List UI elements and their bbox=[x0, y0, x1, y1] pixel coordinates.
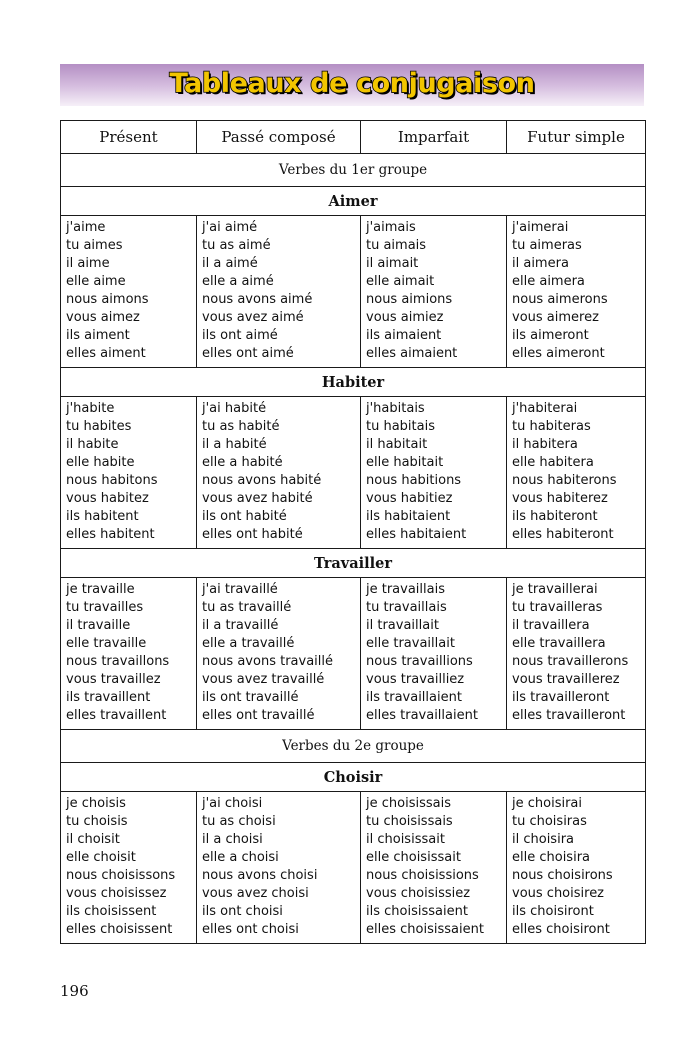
conjugated-form: nous avons choisi bbox=[202, 868, 318, 883]
conjugated-form: ils aimeront bbox=[512, 328, 589, 343]
conjugated-form: vous travailliez bbox=[366, 672, 465, 687]
forms-cell-imparfait bbox=[361, 397, 507, 549]
conjugated-form: nous travaillons bbox=[66, 654, 170, 669]
conjugated-form: elle habite bbox=[66, 455, 135, 470]
conjugated-form: vous choisirez bbox=[512, 886, 605, 901]
conjugated-form: tu habites bbox=[66, 419, 132, 434]
conjugated-form: tu choisis bbox=[66, 814, 128, 829]
verb-row bbox=[61, 763, 646, 792]
conjugated-form: il habitera bbox=[512, 437, 578, 452]
conjugated-form: tu choisissais bbox=[366, 814, 453, 829]
conjugated-form: elles choisissaient bbox=[366, 922, 484, 937]
conjugated-form: vous aimiez bbox=[366, 310, 444, 325]
verb-row bbox=[61, 549, 646, 578]
conjugated-form: il choisira bbox=[512, 832, 575, 847]
header-imparfait: Imparfait bbox=[361, 121, 507, 154]
conjugated-form: j'habite bbox=[66, 401, 115, 416]
header-present: Présent bbox=[61, 121, 197, 154]
conjugated-form: elle a travaillé bbox=[202, 636, 295, 651]
conjugated-form: elle choisira bbox=[512, 850, 590, 865]
conjugated-form: nous travaillions bbox=[366, 654, 473, 669]
forms-row bbox=[61, 578, 646, 730]
conjugated-form: elle choisissait bbox=[366, 850, 461, 865]
forms-cell-futur-simple bbox=[507, 578, 646, 730]
group-label: Verbes du 1er groupe bbox=[61, 154, 646, 187]
conjugated-form: vous choisissez bbox=[66, 886, 167, 901]
forms-cell-present bbox=[61, 578, 197, 730]
conjugated-form: vous habiterez bbox=[512, 491, 608, 506]
conjugated-form: vous avez travaillé bbox=[202, 672, 325, 687]
conjugated-form: j'ai aimé bbox=[202, 220, 258, 235]
conjugated-form: elle habitait bbox=[366, 455, 444, 470]
conjugated-form: ils travaillent bbox=[66, 690, 151, 705]
header-passe-compose: Passé composé bbox=[197, 121, 361, 154]
conjugated-form: elle travaillait bbox=[366, 636, 455, 651]
conjugated-form: il choisit bbox=[66, 832, 120, 847]
conjugated-form: tu aimais bbox=[366, 238, 427, 253]
page-title: Tableaux de conjugaison bbox=[169, 68, 535, 99]
conjugated-form: nous choisissions bbox=[366, 868, 479, 883]
conjugated-form: vous avez choisi bbox=[202, 886, 309, 901]
conjugated-form: il habitait bbox=[366, 437, 428, 452]
group-row bbox=[61, 154, 646, 187]
conjugated-form: je travaillerai bbox=[512, 582, 598, 597]
group-row bbox=[61, 730, 646, 763]
forms-cell-passe-compose bbox=[197, 792, 361, 944]
conjugated-form: elle habitera bbox=[512, 455, 594, 470]
verb-name: Travailler bbox=[61, 549, 646, 578]
conjugated-form: vous travaillez bbox=[66, 672, 161, 687]
conjugated-form: elles travaillent bbox=[66, 708, 167, 723]
conjugated-form: elles aimeront bbox=[512, 346, 605, 361]
conjugated-form: tu habiteras bbox=[512, 419, 591, 434]
conjugated-form: vous aimerez bbox=[512, 310, 599, 325]
forms-row bbox=[61, 792, 646, 944]
conjugated-form: j'habiterai bbox=[512, 401, 578, 416]
conjugated-form: nous aimions bbox=[366, 292, 453, 307]
conjugated-form: j'aimerai bbox=[512, 220, 569, 235]
conjugated-form: elles choisiront bbox=[512, 922, 610, 937]
conjugated-form: vous choisissiez bbox=[366, 886, 471, 901]
conjugation-table bbox=[60, 120, 646, 944]
conjugated-form: ils travaillaient bbox=[366, 690, 462, 705]
verb-name: Habiter bbox=[61, 368, 646, 397]
conjugated-form: ils ont habité bbox=[202, 509, 287, 524]
conjugated-form: nous travaillerons bbox=[512, 654, 629, 669]
conjugated-form: j'habitais bbox=[366, 401, 425, 416]
conjugated-form: elle a choisi bbox=[202, 850, 279, 865]
conjugated-form: j'aimais bbox=[366, 220, 416, 235]
forms-cell-present bbox=[61, 397, 197, 549]
verb-name: Choisir bbox=[61, 763, 646, 792]
conjugated-form: elles travaillaient bbox=[366, 708, 478, 723]
forms-cell-passe-compose bbox=[197, 216, 361, 368]
conjugated-form: j'aime bbox=[66, 220, 106, 235]
conjugated-form: elle a habité bbox=[202, 455, 283, 470]
conjugated-form: tu as habité bbox=[202, 419, 280, 434]
conjugated-form: tu as travaillé bbox=[202, 600, 292, 615]
conjugated-form: tu habitais bbox=[366, 419, 435, 434]
conjugated-form: tu aimeras bbox=[512, 238, 582, 253]
conjugated-form: il travaille bbox=[66, 618, 131, 633]
forms-cell-futur-simple bbox=[507, 397, 646, 549]
conjugated-form: il a aimé bbox=[202, 256, 258, 271]
conjugated-form: elles ont choisi bbox=[202, 922, 299, 937]
conjugated-form: elles aimaient bbox=[366, 346, 458, 361]
forms-cell-imparfait bbox=[361, 792, 507, 944]
conjugated-form: nous avons travaillé bbox=[202, 654, 333, 669]
conjugated-form: je travaillais bbox=[366, 582, 445, 597]
conjugated-form: tu as aimé bbox=[202, 238, 271, 253]
verb-row bbox=[61, 187, 646, 216]
conjugated-form: ils ont choisi bbox=[202, 904, 283, 919]
conjugated-form: ils choisiront bbox=[512, 904, 594, 919]
forms-row bbox=[61, 397, 646, 549]
conjugated-form: tu choisiras bbox=[512, 814, 587, 829]
conjugated-form: ils aimaient bbox=[366, 328, 442, 343]
conjugated-form: ils ont aimé bbox=[202, 328, 278, 343]
conjugated-form: elles habitent bbox=[66, 527, 155, 542]
conjugated-form: il a habité bbox=[202, 437, 267, 452]
conjugated-form: vous travaillerez bbox=[512, 672, 620, 687]
conjugated-form: j'ai habité bbox=[202, 401, 267, 416]
conjugated-form: nous aimons bbox=[66, 292, 149, 307]
header-row bbox=[61, 121, 646, 154]
forms-cell-futur-simple bbox=[507, 792, 646, 944]
title-banner bbox=[60, 64, 644, 106]
conjugated-form: il habite bbox=[66, 437, 119, 452]
verb-row bbox=[61, 368, 646, 397]
conjugated-form: il aimera bbox=[512, 256, 569, 271]
conjugated-form: il travaillera bbox=[512, 618, 590, 633]
group-label: Verbes du 2e groupe bbox=[61, 730, 646, 763]
conjugated-form: elles aiment bbox=[66, 346, 146, 361]
conjugated-form: elles habitaient bbox=[366, 527, 467, 542]
conjugated-form: elle aimait bbox=[366, 274, 435, 289]
conjugated-form: tu aimes bbox=[66, 238, 123, 253]
conjugated-form: elles habiteront bbox=[512, 527, 614, 542]
conjugated-form: tu travaillais bbox=[366, 600, 447, 615]
forms-cell-present bbox=[61, 792, 197, 944]
conjugated-form: elle a aimé bbox=[202, 274, 274, 289]
conjugated-form: nous choisirons bbox=[512, 868, 613, 883]
conjugated-form: je choisirai bbox=[512, 796, 583, 811]
conjugated-form: je choisis bbox=[66, 796, 126, 811]
conjugated-form: vous avez aimé bbox=[202, 310, 304, 325]
conjugated-form: il a travaillé bbox=[202, 618, 279, 633]
conjugated-form: nous habiterons bbox=[512, 473, 617, 488]
conjugated-form: nous habitons bbox=[66, 473, 158, 488]
conjugated-form: vous avez habité bbox=[202, 491, 313, 506]
forms-cell-imparfait bbox=[361, 578, 507, 730]
conjugated-form: ils travailleront bbox=[512, 690, 610, 705]
conjugated-form: elle travaillera bbox=[512, 636, 606, 651]
conjugated-form: elles travailleront bbox=[512, 708, 626, 723]
forms-cell-futur-simple bbox=[507, 216, 646, 368]
page-number: 196 bbox=[60, 982, 89, 1000]
verb-name: Aimer bbox=[61, 187, 646, 216]
forms-cell-present bbox=[61, 216, 197, 368]
conjugated-form: il travaillait bbox=[366, 618, 439, 633]
conjugated-form: il choisissait bbox=[366, 832, 445, 847]
conjugated-form: je choisissais bbox=[366, 796, 451, 811]
conjugated-form: tu travailles bbox=[66, 600, 144, 615]
conjugated-form: vous aimez bbox=[66, 310, 140, 325]
forms-row bbox=[61, 216, 646, 368]
forms-cell-passe-compose bbox=[197, 578, 361, 730]
conjugated-form: il a choisi bbox=[202, 832, 263, 847]
conjugated-form: vous habitiez bbox=[366, 491, 453, 506]
conjugated-form: elles ont habité bbox=[202, 527, 303, 542]
conjugated-form: elle choisit bbox=[66, 850, 136, 865]
conjugated-form: elle aimera bbox=[512, 274, 585, 289]
conjugated-form: elle aime bbox=[66, 274, 126, 289]
conjugated-form: nous choisissons bbox=[66, 868, 176, 883]
conjugated-form: ils ont travaillé bbox=[202, 690, 299, 705]
conjugated-form: tu as choisi bbox=[202, 814, 276, 829]
conjugation-table-body bbox=[61, 121, 646, 944]
conjugated-form: j'ai choisi bbox=[202, 796, 263, 811]
conjugated-form: ils habiteront bbox=[512, 509, 598, 524]
conjugated-form: nous habitions bbox=[366, 473, 462, 488]
forms-cell-imparfait bbox=[361, 216, 507, 368]
conjugated-form: j'ai travaillé bbox=[202, 582, 278, 597]
conjugated-form: il aimait bbox=[366, 256, 419, 271]
conjugated-form: elles choisissent bbox=[66, 922, 173, 937]
conjugated-form: ils habitaient bbox=[366, 509, 451, 524]
conjugated-form: ils aiment bbox=[66, 328, 130, 343]
conjugated-form: nous aimerons bbox=[512, 292, 608, 307]
conjugated-form: elles ont aimé bbox=[202, 346, 294, 361]
conjugated-form: nous avons habité bbox=[202, 473, 322, 488]
conjugated-form: ils choisissaient bbox=[366, 904, 468, 919]
conjugated-form: ils choisissent bbox=[66, 904, 157, 919]
forms-cell-passe-compose bbox=[197, 397, 361, 549]
conjugated-form: elles ont travaillé bbox=[202, 708, 315, 723]
conjugated-form: je travaille bbox=[66, 582, 135, 597]
conjugated-form: elle travaille bbox=[66, 636, 147, 651]
conjugated-form: vous habitez bbox=[66, 491, 149, 506]
conjugated-form: il aime bbox=[66, 256, 110, 271]
conjugated-form: tu travailleras bbox=[512, 600, 603, 615]
conjugated-form: ils habitent bbox=[66, 509, 139, 524]
header-futur-simple: Futur simple bbox=[507, 121, 646, 154]
conjugated-form: nous avons aimé bbox=[202, 292, 313, 307]
